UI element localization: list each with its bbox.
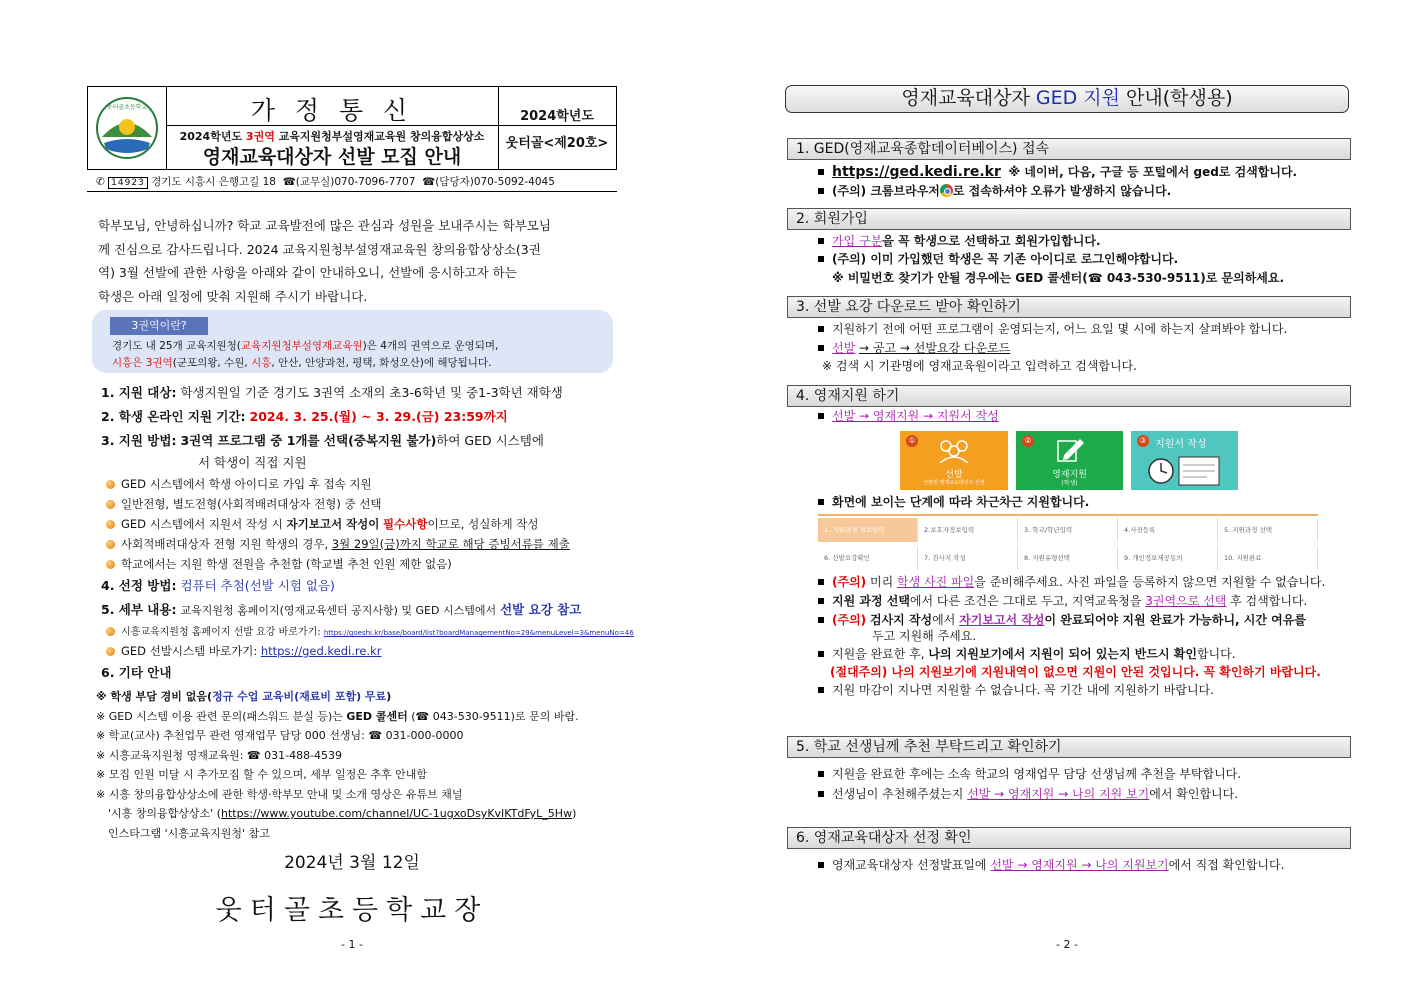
tile-selection: [900, 431, 1008, 490]
step-item: 10. 지원완료: [1218, 546, 1318, 570]
text: (☎ 043-530-9511)로 문의 바람.: [411, 709, 579, 723]
text: 3권역: [145, 357, 173, 369]
square-bullet-icon: [818, 413, 824, 419]
text: 검사지 작성: [869, 613, 933, 627]
section-header: 5. 학교 선생님께 추천 부탁드리고 확인하기: [787, 736, 1351, 758]
square-bullet-icon: [818, 651, 824, 657]
page-number: - 1 -: [341, 938, 363, 951]
tel-icon: ☎: [422, 176, 436, 188]
text: 나의 지원보기에서 지원이 되어 있는지 반드시 확인: [928, 647, 1197, 661]
issue-cell: [498, 87, 616, 169]
text: 화면에 보이는 단계에 따라 차근차근 지원합니다.: [832, 495, 1090, 509]
text: 이 완료되어야 지원 완료가 가능하니, 시간 여유를: [1044, 613, 1306, 627]
main-title: 영재교육대상자 선발 모집 안내: [202, 146, 462, 168]
text: 안내(학생용): [1126, 87, 1233, 109]
note: ※ 시흥 창의융합상상소에 관한 학생·학부모 안내 및 소개 영상은 유튜브 채널: [96, 787, 463, 801]
text: 교육지원청 홈페이지(영재교육센터 공지사항) 및 GED 시스템에서: [180, 604, 497, 617]
school-year: 2024학년도: [520, 109, 594, 124]
text: 시흥교육지원청 홈페이지 선발 요강 바로가기:: [121, 627, 321, 638]
text: 지원을 완료한 후,: [832, 647, 925, 661]
intro-line: 학생은 아래 일정에 맞춰 지원해 주시기 바랍니다.: [98, 288, 368, 304]
s1-line: [818, 164, 1297, 181]
step-number-icon: ②: [1022, 435, 1034, 447]
text: 시흥은: [112, 357, 143, 369]
text: 에서 다른 조건은 그대로 두고, 지역교육청을: [909, 594, 1142, 608]
text: 로 접속하셔야 오류가 발생하지 않습니다.: [952, 184, 1172, 198]
text: (군포의왕, 수원,: [172, 357, 248, 369]
text: 시흥: [251, 357, 272, 369]
principal-signature: 웃터골초등학교장: [215, 895, 489, 926]
item-6: 6. 기타 안내: [101, 665, 172, 680]
bullet-icon: [106, 480, 115, 489]
notice-link[interactable]: https://goeshi.kr/base/board/list?boardManagementNo=29&menuLevel=3&menuNo=46: [323, 629, 634, 637]
label: 4. 선정 방법:: [101, 578, 177, 593]
subtitle-year: 2024학년도: [179, 130, 243, 143]
text: 학교에서는 지원 학생 전원을 추천함 (학교별 추천 인원 제한 없음): [121, 557, 452, 571]
intro-line: 역) 3월 선발에 관한 사항을 아래와 같이 안내하오니, 선발에 응시하고자 하는: [98, 265, 517, 280]
text: 선발 요강 참고: [500, 602, 582, 617]
text: (주의): [832, 575, 867, 589]
s4-warning: (절대주의) 나의 지원보기에 지원내역이 없으면 지원이 안된 것입니다. 꼭 확인하기 바랍니다.: [830, 665, 1321, 679]
item-5: [101, 601, 581, 619]
section-header: 2. 회원가입: [787, 208, 1351, 230]
bullet: [106, 496, 382, 513]
step-item: 9. 개인정보제공동의: [1118, 546, 1218, 570]
square-bullet-icon: [818, 188, 824, 194]
text: → 공고 → 선발요강 다운로드: [859, 341, 1011, 355]
section-header: 3. 선발 요강 다운로드 받아 확인하기: [787, 296, 1351, 318]
notes: [96, 687, 579, 843]
region-info-line2: [112, 355, 491, 372]
bullet-icon: [106, 647, 115, 656]
phone-icon: ✆: [96, 176, 105, 188]
bullet-icon: [106, 520, 115, 529]
tile-apply: [1016, 431, 1123, 490]
logo-text: 웃터골초등학교: [106, 104, 148, 111]
region-info-line1: [112, 338, 498, 355]
text: 3권역으로 선택: [1145, 594, 1227, 608]
s3-line: [818, 321, 1287, 338]
step-item: 5. 지원과정 선택: [1218, 518, 1318, 542]
step-number-icon: ①: [906, 435, 918, 447]
text: ※ 네이버, 다음, 구글 등 포털에서 ged로 검색합니다.: [1008, 165, 1298, 179]
item-4: [101, 577, 335, 594]
text: ※ 학생 부담 경비 없음(: [96, 690, 213, 703]
text: GED 선발시스템 바로가기:: [121, 644, 258, 658]
text: ): [572, 807, 577, 820]
text: 지원 과정 선택: [832, 594, 910, 608]
text: (주의) 이미 가입했던 학생은 꼭 기존 아이디로 로그인해야합니다.: [832, 252, 1179, 266]
step-item: 4.사진등록: [1118, 518, 1218, 542]
note: [96, 687, 579, 707]
square-bullet-icon: [818, 238, 824, 244]
square-bullet-icon: [818, 791, 824, 797]
text: 정규 수업 교육비(재료비 포함) 무료: [212, 690, 387, 703]
note: [96, 707, 579, 727]
logo-cell: [88, 87, 167, 169]
note: ※ 모집 인원 미달 시 추가모집 할 수 있으며, 세부 일정은 추후 안내함: [96, 768, 427, 781]
s2-line: [818, 233, 1101, 250]
label: 1. 지원 대상:: [101, 385, 177, 400]
item-3-cont: 서 학생이 직접 지원: [198, 455, 307, 470]
tile-label: 지원서 작성: [1155, 439, 1207, 450]
bullet: [106, 536, 570, 553]
note: ※ 학교(교사) 추천업무 관련 영재업무 담당 000 선생님: ☎ 031-000-0000: [96, 729, 464, 742]
text: 에서 직접 확인합니다.: [1168, 858, 1285, 872]
bullet-icon: [106, 560, 115, 569]
ged-url-link[interactable]: https://ged.kedi.re.kr: [832, 164, 1001, 180]
label: 3. 지원 방법:: [101, 433, 177, 448]
text: 교육지원청부설영재교육원: [240, 340, 363, 352]
s4-line-cont: 두고 지원해 주세요.: [872, 629, 977, 643]
text: 선발 → 영재지원 → 지원서 작성: [832, 409, 999, 423]
contact-line: [96, 174, 555, 192]
square-bullet-icon: [818, 326, 824, 332]
square-bullet-icon: [818, 169, 824, 175]
text: 합니다.: [1196, 647, 1236, 661]
clock-form-icon: [1145, 451, 1229, 487]
text: GED 시스템에서 학생 아이디로 가입 후 접속 지원: [121, 477, 372, 491]
s4-line: [818, 646, 1236, 663]
text: 미리: [869, 575, 894, 589]
people-icon: [934, 439, 974, 463]
text: 학생지원일 기준 경기도 3권역 소재의 초3-6학년 및 중1-3학년 재학생: [180, 385, 563, 400]
note: 인스타그램 '시흥교육지원청' 참고: [108, 826, 270, 840]
text: 후 검색합니다.: [1230, 594, 1308, 608]
region-info-tag: 3권역이란?: [110, 317, 208, 335]
item-2: [101, 408, 508, 425]
s5-line: [818, 766, 1241, 783]
square-bullet-icon: [818, 862, 824, 868]
bullet: [106, 476, 372, 493]
text: 필수사항: [383, 517, 428, 531]
text: 자기보고서 작성: [959, 613, 1045, 627]
steps-strip: [818, 514, 1318, 572]
step-item: 7. 검사지 작성: [918, 546, 1018, 570]
section-header: 4. 영재지원 하기: [787, 385, 1351, 407]
s4-line: [818, 408, 999, 425]
s4-line: [818, 574, 1325, 591]
step-item: 1. 지원과정 정보입력: [818, 518, 918, 542]
text: 하여 GED 시스템에: [436, 433, 544, 448]
text: 경기도 내 25개 교육지원청(: [112, 340, 241, 352]
tile-label: 영재지원: [1052, 470, 1087, 480]
square-bullet-icon: [818, 617, 824, 623]
phone-staff: (담당자)070-5092-4045: [435, 176, 555, 188]
bullet-icon: [106, 540, 115, 549]
text: 선발 → 영재지원 → 나의 지원 보기: [967, 787, 1150, 801]
issue-number: 웃터골<제20호>: [505, 136, 609, 151]
text: 지원하기 전에 어떤 프로그램이 운영되는지, 어느 요일 몇 시에 하는지 살펴봐야 합니다.: [832, 322, 1288, 336]
label: 5. 세부 내용:: [101, 602, 177, 617]
item-1: [101, 384, 563, 401]
s3-line: [818, 340, 1010, 357]
note: [96, 804, 579, 824]
text: 선발: [832, 341, 856, 355]
item-3: [101, 432, 544, 449]
s1-line: [818, 183, 1171, 200]
text: 학생 사진 파일: [897, 575, 975, 589]
s4-line: [818, 612, 1306, 629]
text: (주의) 크롬브라우저: [832, 184, 940, 198]
s4-line: [818, 494, 1089, 511]
text: 3월 29일(금)까지 학교로 해당 증빙서류를 제출: [331, 537, 570, 551]
bullet: [106, 643, 381, 660]
square-bullet-icon: [818, 345, 824, 351]
s6-line: [818, 857, 1284, 874]
text: GED 시스템에서 지원서 작성 시: [121, 517, 283, 531]
text: 영재교육대상자: [901, 87, 1030, 109]
section-header: 6. 영재교육대상자 선정 확인: [787, 827, 1351, 849]
step-item: 8. 지원유형선택: [1018, 546, 1118, 570]
step-item: 6. 선발요강확인: [818, 546, 918, 570]
text: )은 4개의 권역으로 운영되며,: [362, 340, 499, 352]
page-number: - 2 -: [1056, 938, 1078, 951]
step-item: 3. 학교/학년입력: [1018, 518, 1118, 542]
chrome-icon: [940, 184, 953, 197]
bullet: [106, 516, 538, 533]
text: 컴퓨터 추첨(선발 시험 없음): [180, 578, 335, 593]
title-cell: [166, 87, 499, 169]
text: 자기보고서 작성이: [286, 517, 380, 531]
note: ※ 시흥교육지원청 영재교육원: ☎ 031-488-4539: [96, 748, 343, 762]
text: , 안산, 안양과천, 평택, 화성오산)에 해당됩니다.: [271, 357, 492, 369]
newsletter-title: 가 정 통 신: [250, 96, 414, 125]
bullet-icon: [106, 500, 115, 509]
text: 2024. 3. 25.(월) ~ 3. 29.(금) 23:59까지: [249, 409, 508, 424]
text: 지원 마감이 지나면 지원할 수 없습니다. 꼭 기간 내에 지원하기 바랍니다.: [832, 683, 1214, 697]
s2-line: [818, 251, 1178, 268]
text: 에서: [932, 613, 956, 627]
text: 영재교육대상자 선정발표일에: [832, 858, 987, 872]
ged-link[interactable]: https://ged.kedi.re.kr: [260, 644, 382, 658]
s5-line: [818, 786, 1238, 803]
text: 가입 구분: [832, 234, 883, 248]
text: (주의): [832, 613, 867, 627]
s4-line: [818, 593, 1307, 610]
text: 에서 확인합니다.: [1149, 787, 1239, 801]
newsletter-header: [87, 86, 617, 170]
step-number-icon: ③: [1137, 435, 1149, 447]
edit-document-icon: [1054, 437, 1086, 463]
text: 을 준비해주세요. 사진 파일을 등록하지 않으면 지원할 수 없습니다.: [974, 575, 1326, 589]
issue-date: 2024년 3월 12일: [284, 853, 420, 873]
square-bullet-icon: [818, 598, 824, 604]
intro-line: 께 진심으로 감사드립니다. 2024 교육지원청부설영재교육원 창의융합상상소(3권: [98, 241, 541, 257]
tile-sublabel: (학생): [1061, 480, 1078, 487]
square-bullet-icon: [818, 771, 824, 777]
intro-line: 학부모님, 안녕하십니까? 학교 교육발전에 많은 관심과 성원을 보내주시는 학부모님: [98, 218, 551, 233]
text: ※ GED 시스템 이용 관련 문의(패스워드 분실 등)는: [96, 709, 343, 723]
text: 이므로, 성실하게 작성: [427, 517, 539, 531]
text: 선발 → 영재지원 → 나의 지원보기: [990, 858, 1169, 872]
square-bullet-icon: [818, 256, 824, 262]
bullet-icon: [106, 627, 115, 636]
intro-paragraph: [98, 214, 620, 308]
text: GED 콜센터: [346, 709, 408, 723]
text: GED 지원: [1035, 87, 1120, 109]
phone-office: (교무실)070-7096-7707: [295, 176, 416, 188]
square-bullet-icon: [818, 687, 824, 693]
tel-icon: ☎: [282, 176, 296, 188]
tile-label: 선발: [945, 470, 963, 480]
text: 3권역 프로그램 중 1개를 선택(중복지원 불가): [180, 433, 437, 448]
region-info-box: [92, 310, 613, 373]
subtitle-org: 교육지원청부설영재교육원 창의융합상상소: [278, 130, 485, 143]
s3-note: ※ 검색 시 기관명에 영재교육원이라고 입력하고 검색합니다.: [822, 359, 1137, 373]
text: 일반전형, 별도전형(사회적배려대상자 전형) 중 선택: [121, 497, 382, 511]
youtube-link[interactable]: https://www.youtube.com/channel/UC-1ugxoDsyKvIKTdFyL_5Hw: [220, 807, 573, 820]
square-bullet-icon: [818, 499, 824, 505]
bullet: [106, 556, 452, 573]
section-header: 1. GED(영재교육종합데이터베이스) 접속: [787, 138, 1351, 160]
bullet: [106, 624, 634, 642]
text: 지원을 완료한 후에는 소속 학교의 영재업무 담당 선생님께 추천을 부탁합니다.: [832, 767, 1242, 781]
step-item: 2.보호자정보입력: [918, 518, 1018, 542]
text: 선생님이 추천해주셨는지: [832, 787, 964, 801]
text: '시흥 창의융합상상소' (: [108, 807, 221, 820]
s2-note: ※ 비밀번호 찾기가 안될 경우에는 GED 콜센터(☎ 043-530-9511)로 문의하세요.: [832, 271, 1285, 285]
text: 사회적배려대상자 전형 지원 학생의 경우,: [121, 537, 329, 551]
tile-sublabel: 선발된 영재교육대상자 선정: [923, 480, 985, 486]
text: 을 꼭 학생으로 선택하고 회원가입합니다.: [882, 234, 1101, 248]
subtitle-region: 3권역: [245, 130, 275, 143]
text: ): [386, 690, 392, 703]
school-logo: [88, 87, 166, 169]
address: 경기도 시흥시 은행고길 18: [151, 176, 276, 188]
square-bullet-icon: [818, 579, 824, 585]
guide-title: [785, 85, 1349, 113]
postal-code: 14923: [108, 177, 148, 189]
tile-application-form: [1131, 431, 1238, 490]
label: 2. 학생 온라인 지원 기간:: [101, 409, 246, 424]
s4-line: [818, 682, 1214, 699]
